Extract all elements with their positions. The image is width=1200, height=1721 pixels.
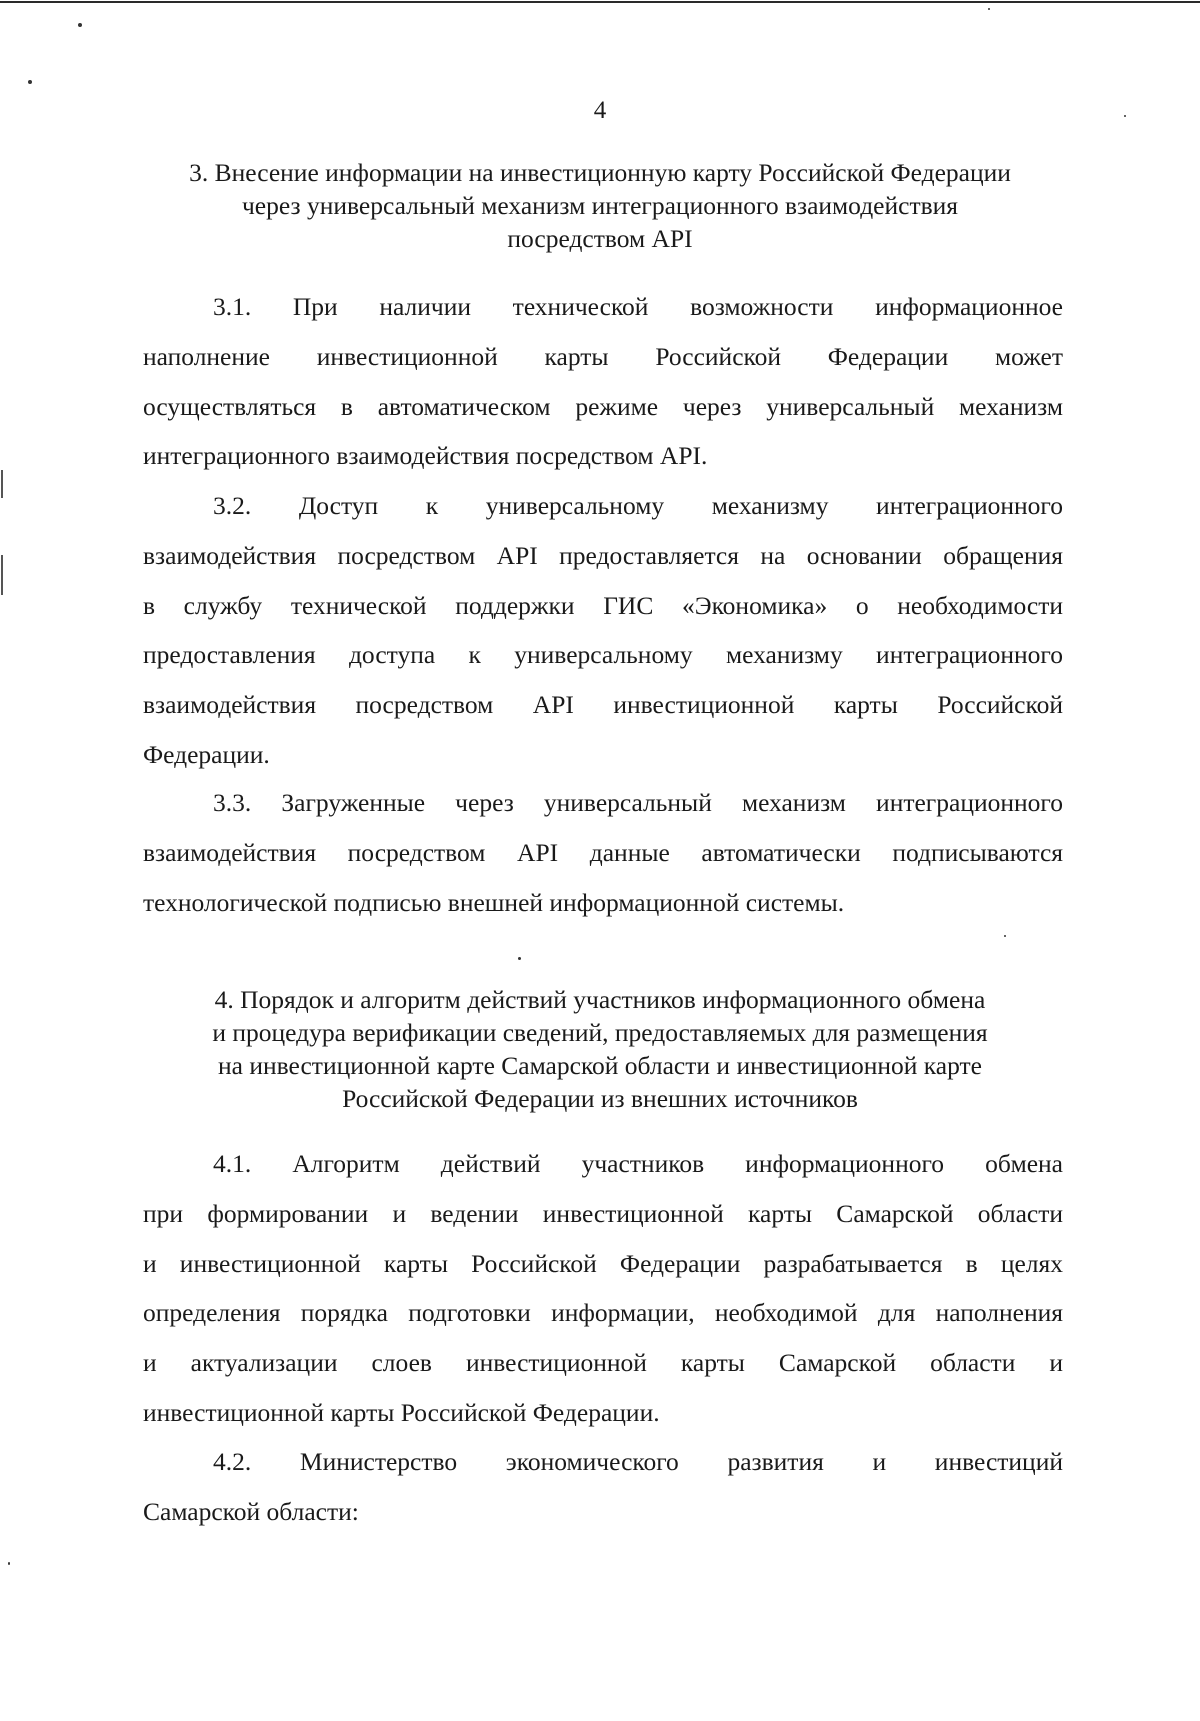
paragraph-line: и инвестиционной карты Российской Федерации разрабатывается в целях	[143, 1248, 1063, 1278]
paragraph-4-2	[143, 1437, 1063, 1537]
heading-line: 4. Порядок и алгоритм действий участников информационного обмена	[214, 985, 986, 1014]
paragraph-line: осуществляться в автоматическом режиме через универсальный механизм	[143, 391, 1063, 421]
paragraph-line: 3.2. Доступ к универсальному механизму интеграционного	[213, 491, 1063, 520]
heading-line: через универсальный механизм интеграционного взаимодействия	[241, 191, 959, 220]
paragraph-line: при формировании и ведении инвестиционной карты Самарской области	[143, 1198, 1063, 1228]
paragraph-line: взаимодействия посредством API инвестиционной карты Российской	[143, 690, 1063, 720]
paragraph-line: Федерации.	[143, 739, 270, 769]
heading-line: посредством API	[507, 224, 693, 253]
paragraph-line: определения порядка подготовки информации, необходимой для наполнения	[143, 1298, 1063, 1328]
scan-speck	[28, 80, 32, 84]
paragraph-3-3	[143, 778, 1063, 927]
scan-speck	[78, 23, 82, 27]
paragraph-line: наполнение инвестиционной карты Российской Федерации может	[143, 341, 1063, 371]
section-3-heading	[150, 156, 1050, 255]
heading-line: на инвестиционной карте Самарской области и инвестиционной карте	[218, 1051, 982, 1080]
scan-edge-mark	[1, 470, 3, 498]
paragraph-4-1	[143, 1139, 1063, 1438]
scan-top-border	[0, 1, 1200, 3]
paragraph-line: и актуализации слоев инвестиционной карты Самарской области и	[143, 1348, 1063, 1378]
paragraph-line: взаимодействия посредством API данные автоматически подписываются	[143, 837, 1063, 867]
section-4-heading	[150, 983, 1050, 1115]
paragraph-line: предоставления доступа к универсальному механизму интеграционного	[143, 640, 1063, 670]
heading-line: 3. Внесение информации на инвестиционную карту Российской Федерации	[189, 158, 1011, 187]
paragraph-3-1	[143, 282, 1063, 481]
paragraph-line: 3.3. Загруженные через универсальный механизм интеграционного	[213, 788, 1063, 817]
paragraph-line: технологической подписью внешней информационной системы.	[143, 887, 845, 917]
paragraph-line: в службу технической поддержки ГИС «Экономика» о необходимости	[143, 590, 1063, 620]
heading-line: и процедура верификации сведений, предоставляемых для размещения	[212, 1018, 988, 1047]
scan-speck	[8, 1562, 10, 1565]
paragraph-line: взаимодействия посредством API предоставляется на основании обращения	[143, 540, 1063, 570]
paragraph-line: инвестиционной карты Российской Федерации.	[143, 1397, 660, 1427]
scan-edge-mark	[1, 555, 3, 595]
scan-speck	[518, 957, 521, 960]
paragraph-3-2	[143, 481, 1063, 780]
scan-speck	[1004, 935, 1006, 937]
paragraph-line: 4.2. Министерство экономического развития и инвестиций	[213, 1447, 1063, 1476]
paragraph-line: интеграционного взаимодействия посредством API.	[143, 441, 708, 471]
paragraph-line: 4.1. Алгоритм действий участников информационного обмена	[213, 1149, 1063, 1178]
paragraph-line: Самарской области:	[143, 1496, 359, 1526]
scan-speck	[988, 8, 990, 10]
paragraph-line: 3.1. При наличии технической возможности информационное	[213, 292, 1063, 321]
page-number: 4	[593, 97, 607, 124]
heading-line: Российской Федерации из внешних источников	[342, 1084, 858, 1113]
